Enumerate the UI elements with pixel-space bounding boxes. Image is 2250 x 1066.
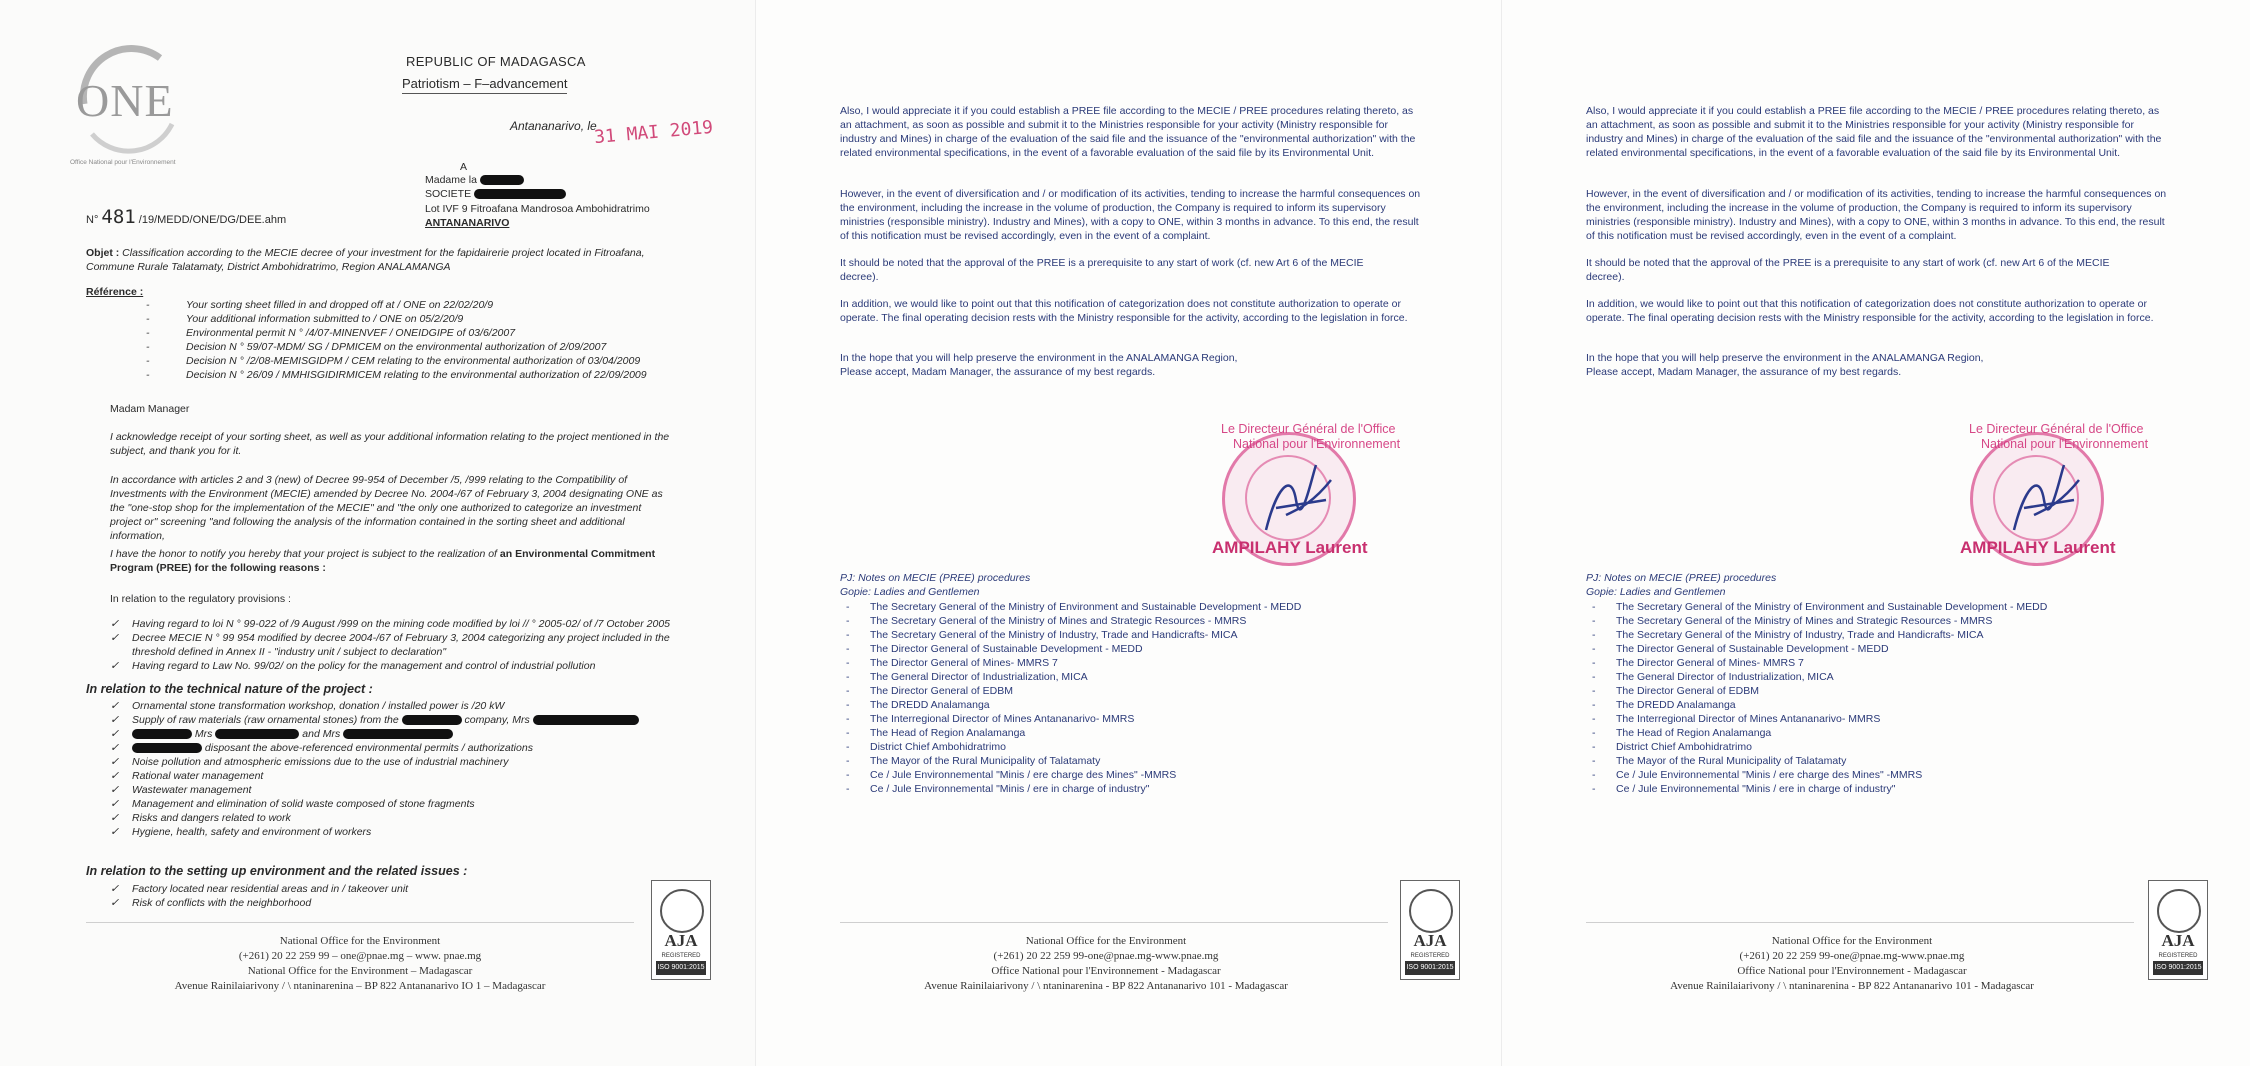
technical-item: ✓ Rational water management	[110, 769, 670, 783]
copy-item: - The Mayor of the Rural Municipality of Talatamaty	[1592, 754, 2152, 768]
recipient-line-1: Madame la	[425, 173, 524, 187]
copy-item: - District Chief Ambohidratrimo	[846, 740, 1406, 754]
redaction-bar	[215, 729, 299, 739]
paragraph-5: In the hope that you will help preserve the environment in the ANALAMANGA Region, Please accept, Madam Manager, the assurance of my best regards.	[1586, 352, 1984, 378]
copy-item: - The Secretary General of the Ministry of Mines and Strategic Resources - MMRS	[846, 614, 1406, 628]
paragraph-2: However, in the event of diversification and / or modification of its activities, tending to increase the harmful consequences on the environment, including the increase in the volume of production, the Company is required to inform its supervisory ministries (responsible ministry). Industry and Mines), with a copy to ONE, within 3 months in advance. To this end, the result of this notification must be revised accordingly, even in the event of a complaint.	[840, 188, 1421, 242]
technical-item: ✓ Risks and dangers related to work	[110, 811, 670, 825]
paragraph-1: Also, I would appreciate it if you could establish a PREE file according to the MECIE / PREE procedures relating thereto, as an attachment, as soon as possible and submit it to the Ministries responsible for your activity (Ministry responsible for industry and Mines) in charge of the evaluation of the said file and the issuance of the "environmental authorization" with the related environmental specifications, in the event of a favorable evaluation of the said file by its Environmental Unit.	[840, 105, 1416, 159]
regulatory-item: ✓ Decree MECIE N ° 99 954 modified by decree 2004-/67 of February 3, 2004 categorizing any project included in the threshold defined in Annex II - "industry unit / subject to declaration"	[110, 631, 680, 659]
regulatory-heading: In relation to the regulatory provisions :	[110, 593, 291, 605]
copy-label: Gopie: Ladies and Gentlemen	[1586, 586, 1726, 598]
copy-item: - The Secretary General of the Ministry of Industry, Trade and Handicrafts- MICA	[1592, 628, 2152, 642]
footer-divider	[840, 922, 1388, 923]
paragraph-4: In addition, we would like to point out that this notification of categorization does not constitute authorization to operate or operate. The final operating decision rests with the Ministry responsible for the activity, according to the legislation in force.	[1586, 298, 2154, 324]
regulatory-list	[110, 617, 680, 673]
recipient-a: A	[460, 161, 468, 173]
copy-item: - The Director General of Mines- MMRS 7	[1592, 656, 2152, 670]
redaction-bar	[132, 743, 202, 753]
motto: Patriotism – F–advancement	[402, 76, 567, 94]
signatory-name: AMPILAHY Laurent	[1960, 538, 2116, 557]
one-logo-text: ONE	[76, 75, 174, 126]
reference-number: N° 481 /19/MEDD/ONE/DG/DEE.ahm	[86, 206, 287, 228]
signature-icon	[2004, 460, 2094, 540]
copy-item: - District Chief Ambohidratrimo	[1592, 740, 2152, 754]
object: Objet : Classification according to the MECIE decree of your investment for the fapidairerie project located in Fitroafana, Commune Rurale Talatamaty, District Ambohidratrimo, Region ANALAMANGA	[86, 247, 645, 273]
aja-globe-icon	[660, 889, 704, 933]
redaction-bar	[474, 189, 566, 199]
footer-divider	[86, 922, 634, 923]
redaction-bar	[343, 729, 453, 739]
copy-item: - The DREDD Analamanga	[1592, 698, 2152, 712]
paragraph-5: In the hope that you will help preserve the environment in the ANALAMANGA Region, Please accept, Madam Manager, the assurance of my best regards.	[840, 352, 1238, 378]
signature-icon	[1256, 460, 1346, 540]
copy-item: - Ce / Jule Environnemental "Minis / ere charge des Mines" -MMRS	[1592, 768, 2152, 782]
footer: National Office for the Environment (+261) 20 22 259 99-one@pnae.mg-www.pnae.mg Office National pour l'Environnement - Madagascar Avenue Rainilaiarivony / \ ntaninarenina - BP 822 Antananarivo 101 - Madagascar	[924, 935, 1288, 992]
regulatory-item: ✓ Having regard to Law No. 99/02/ on the policy for the management and control of industrial pollution	[110, 659, 680, 673]
aja-certification-badge: AJA REGISTERED ISO 9001:2015	[1400, 880, 1460, 980]
paragraph-3: It should be noted that the approval of the PREE is a prerequisite to any start of work (cf. new Art 6 of the MECIE decree).	[840, 257, 1364, 283]
footer: National Office for the Environment (+261) 20 22 259 99-one@pnae.mg-www.pnae.mg Office National pour l'Environnement - Madagascar Avenue Rainilaiarivony / \ ntaninarenina - BP 822 Antananarivo 101 - Madagascar	[1670, 935, 2034, 992]
paragraph-4: In addition, we would like to point out that this notification of categorization does not constitute authorization to operate or operate. The final operating decision rests with the Ministry responsible for the activity, according to the legislation in force.	[840, 298, 1408, 324]
copy-item: - The Director General of Mines- MMRS 7	[846, 656, 1406, 670]
reference-item: - Your sorting sheet filled in and dropped off at / ONE on 22/02/20/9	[146, 298, 666, 312]
copy-item: - The Director General of Sustainable Development - MEDD	[846, 642, 1406, 656]
aja-certification-badge: AJA REGISTERED ISO 9001:2015	[2148, 880, 2208, 980]
copy-item: - The Head of Region Analamanga	[1592, 726, 2152, 740]
reference-item: - Environmental permit N ° /4/07-MINENVEF / ONEIDGIPE of 03/6/2007	[146, 326, 666, 340]
technical-item: ✓ disposant the above-referenced environmental permits / authorizations	[110, 741, 670, 755]
paragraph-2: In accordance with articles 2 and 3 (new) of Decree 99-954 of December /5, /999 relating to the Compatibility of Investments with the Environment (MECIE) amended by Decree No. 2004-/67 of February 3, 2004 designating ONE as the "one-stop shop for the implementation of the MECIE" and "the only one authorized to categorize an investment project or" screening "and following the analysis of the information contained in the sorting sheet and additional information,	[110, 474, 663, 542]
copies-list	[846, 600, 1406, 796]
aja-certification-badge: AJA REGISTERED ISO 9001:2015	[651, 880, 711, 980]
paragraph-3: It should be noted that the approval of the PREE is a prerequisite to any start of work (cf. new Art 6 of the MECIE decree).	[1586, 257, 2110, 283]
copy-item: - The Secretary General of the Ministry of Environment and Sustainable Development - MEDD	[846, 600, 1406, 614]
environment-item: ✓ Factory located near residential areas and in / takeover unit	[110, 882, 530, 896]
paragraph-3: I have the honor to notify you hereby that your project is subject to the realization of an Environmental Commitment Program (PREE) for the following reasons :	[110, 548, 656, 574]
environment-heading: In relation to the setting up environment and the related issues :	[86, 864, 468, 878]
technical-list	[110, 699, 670, 839]
copy-item: - The DREDD Analamanga	[846, 698, 1406, 712]
copy-item: - The General Director of Industrialization, MICA	[846, 670, 1406, 684]
environment-item: ✓ Risk of conflicts with the neighborhood	[110, 896, 530, 910]
aja-globe-icon	[2157, 889, 2201, 933]
copy-label: Gopie: Ladies and Gentlemen	[840, 586, 980, 598]
technical-item: ✓ Supply of raw materials (raw ornamental stones) from the company, Mrs	[110, 713, 670, 727]
technical-item: ✓ Ornamental stone transformation workshop, donation / installed power is /20 kW	[110, 699, 670, 713]
recipient-line-4: ANTANANARIVO	[425, 217, 510, 229]
copy-item: - The Director General of EDBM	[1592, 684, 2152, 698]
copy-item: - Ce / Jule Environnemental "Minis / ere in charge of industry"	[1592, 782, 2152, 796]
recipient-line-3: Lot IVF 9 Fitroafana Mandrosoa Ambohidratrimo	[425, 203, 650, 215]
copies-list	[1592, 600, 2152, 796]
attachment-note: PJ: Notes on MECIE (PREE) procedures	[840, 572, 1031, 584]
redaction-bar	[480, 175, 524, 185]
technical-item: ✓ Wastewater management	[110, 783, 670, 797]
copy-item: - Ce / Jule Environnemental "Minis / ere in charge of industry"	[846, 782, 1406, 796]
copy-item: - The Secretary General of the Ministry of Industry, Trade and Handicrafts- MICA	[846, 628, 1406, 642]
technical-heading: In relation to the technical nature of the project :	[86, 682, 373, 696]
letter-page-3	[1502, 0, 2250, 1066]
copy-item: - Ce / Jule Environnemental "Minis / ere charge des Mines" -MMRS	[846, 768, 1406, 782]
copy-item: - The Secretary General of the Ministry of Mines and Strategic Resources - MMRS	[1592, 614, 2152, 628]
aja-globe-icon	[1409, 889, 1453, 933]
redaction-bar	[533, 715, 639, 725]
technical-item: ✓ Management and elimination of solid waste composed of stone fragments	[110, 797, 670, 811]
recipient-line-2: SOCIETE	[425, 187, 566, 201]
copy-item: - The Mayor of the Rural Municipality of Talatamaty	[846, 754, 1406, 768]
reference-item: - Decision N ° 26/09 / MMHISGIDIRMICEM relating to the environmental authorization of 22/09/2009	[146, 368, 666, 382]
signatory-name: AMPILAHY Laurent	[1212, 538, 1368, 557]
technical-item: ✓ Mrs and Mrs	[110, 727, 670, 741]
reference-label: Référence :	[86, 286, 144, 298]
technical-item: ✓ Hygiene, health, safety and environment of workers	[110, 825, 670, 839]
place-date: Antananarivo, le	[510, 119, 597, 133]
reference-item: - Your additional information submitted to / ONE on 05/2/20/9	[146, 312, 666, 326]
letter-page-1	[0, 0, 756, 1066]
republic-heading: REPUBLIC OF MADAGASCA	[406, 54, 586, 69]
paragraph-1: I acknowledge receipt of your sorting sheet, as well as your additional information relating to the project mentioned in the subject, and thank you for it.	[110, 431, 670, 457]
regulatory-item: ✓ Having regard to loi N ° 99-022 of /9 August /999 on the mining code modified by loi // ° 2005-02/ of /7 October 2005	[110, 617, 680, 631]
salutation: Madam Manager	[110, 403, 190, 415]
signatory-title: Le Directeur Général de l'Office National pour l'Environnement	[1221, 422, 1401, 451]
reference-item: - Decision N ° /2/08-MEMISGIDPM / CEM relating to the environmental authorization of 03/04/2009	[146, 354, 666, 368]
redaction-bar	[402, 715, 462, 725]
environment-list	[110, 882, 530, 910]
attachment-note: PJ: Notes on MECIE (PREE) procedures	[1586, 572, 1777, 584]
letter-page-2	[756, 0, 1502, 1066]
one-logo	[62, 34, 192, 164]
footer-divider	[1586, 922, 2134, 923]
paragraph-1: Also, I would appreciate it if you could establish a PREE file according to the MECIE / PREE procedures relating thereto, as an attachment, as soon as possible and submit it to the Ministries responsible for your activity (Ministry responsible for industry and Mines) in charge of the evaluation of the said file and the issuance of the "environmental authorization" with the related environmental specifications, in the event of a favorable evaluation of the said file by its Environmental Unit.	[1586, 105, 2162, 159]
redaction-bar	[132, 729, 192, 739]
date-stamp: 31 MAI 2019	[593, 116, 714, 149]
copy-item: - The Interregional Director of Mines Antananarivo- MMRS	[1592, 712, 2152, 726]
reference-item: - Decision N ° 59/07-MDM/ SG / DPMICEM on the environmental authorization of 2/09/2007	[146, 340, 666, 354]
footer: National Office for the Environment (+261) 20 22 259 99 – one@pnae.mg – www. pnae.mg National Office for the Environment – Madagascar Avenue Rainilaiarivony / \ ntaninarenina – BP 822 Antananarivo IO 1 – Madagascar	[174, 935, 546, 992]
copy-item: - The General Director of Industrialization, MICA	[1592, 670, 2152, 684]
one-logo-tagline: Office National pour l'Environnement	[70, 159, 176, 166]
paragraph-2: However, in the event of diversification and / or modification of its activities, tending to increase the harmful consequences on the environment, including the increase in the volume of production, the Company is required to inform its supervisory ministries (responsible ministry). Industry and Mines), with a copy to ONE, within 3 months in advance. To this end, the result of this notification must be revised accordingly, even in the event of a complaint.	[1586, 188, 2167, 242]
technical-item: ✓ Noise pollution and atmospheric emissions due to the use of industrial machinery	[110, 755, 670, 769]
signatory-title: Le Directeur Général de l'Office National pour l'Environnement	[1969, 422, 2149, 451]
copy-item: - The Head of Region Analamanga	[846, 726, 1406, 740]
copy-item: - The Interregional Director of Mines Antananarivo- MMRS	[846, 712, 1406, 726]
copy-item: - The Director General of Sustainable Development - MEDD	[1592, 642, 2152, 656]
copy-item: - The Director General of EDBM	[846, 684, 1406, 698]
references-list	[146, 298, 666, 382]
copy-item: - The Secretary General of the Ministry of Environment and Sustainable Development - MEDD	[1592, 600, 2152, 614]
